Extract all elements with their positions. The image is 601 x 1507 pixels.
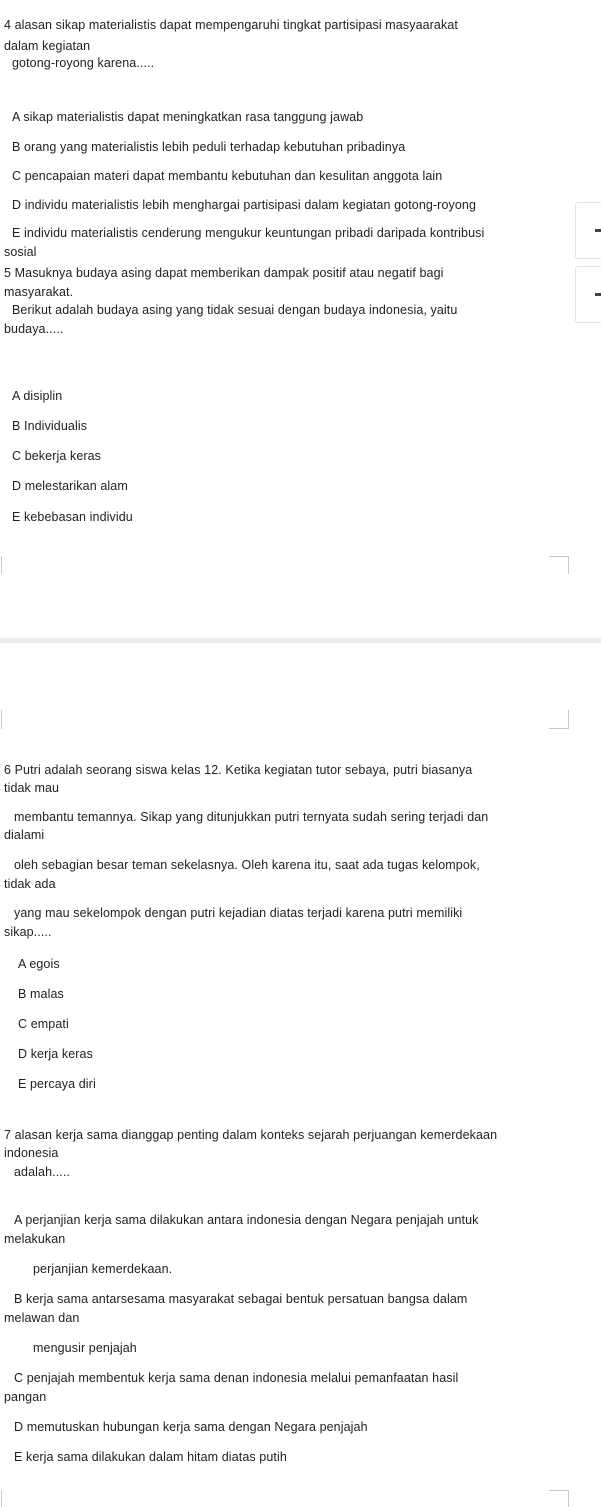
q6-stem-line-3: membantu temannya. Sikap yang ditunjukkan putri ternyata sudah sering terjadi dan	[14, 810, 489, 824]
q4-option-d[interactable]: D individu materialistis lebih menghargai partisipasi dalam kegiatan gotong-royong	[12, 198, 477, 212]
q7-option-a-cont-2: perjanjian kemerdekaan.	[33, 1262, 173, 1276]
q4-stem-line-1: 4 alasan sikap materialistis dapat mempengaruhi tingkat partisipasi masyaarakat	[4, 18, 458, 32]
q7-option-b-cont-1: melawan dan	[4, 1311, 80, 1325]
q7-stem-line-1: 7 alasan kerja sama dianggap penting dalam konteks sejarah perjuangan kemerdekaan	[4, 1128, 498, 1142]
q7-option-e[interactable]: E kerja sama dilakukan dalam hitam diatas putih	[14, 1450, 287, 1464]
q6-stem-line-7: yang mau sekelompok dengan putri kejadian diatas terjadi karena putri memiliki	[14, 906, 463, 920]
page-corner-mark	[549, 1490, 569, 1491]
q5-option-e[interactable]: E kebebasan individu	[12, 510, 133, 524]
q7-stem-line-3: adalah.....	[14, 1165, 71, 1179]
page-corner-mark	[549, 556, 569, 557]
page-corner-mark	[549, 728, 569, 729]
q4-option-e-cont: sosial	[4, 245, 37, 259]
page-corner-mark	[1, 1490, 2, 1507]
q4-option-b[interactable]: B orang yang materialistis lebih peduli terhadap kebutuhan pribadinya	[12, 140, 406, 154]
q6-stem-line-8: sikap.....	[4, 925, 52, 939]
page-corner-mark	[1, 556, 2, 574]
q6-option-a[interactable]: A egois	[18, 957, 60, 971]
q6-stem-line-1: 6 Putri adalah seorang siswa kelas 12. Ketika kegiatan tutor sebaya, putri biasanya	[4, 763, 473, 777]
q5-option-d[interactable]: D melestarikan alam	[12, 479, 128, 493]
side-panel-tab-2[interactable]	[575, 266, 601, 323]
page-divider	[0, 638, 601, 643]
q7-option-b-cont-2: mengusir penjajah	[33, 1341, 137, 1355]
q7-option-a-cont-1: melakukan	[4, 1232, 66, 1246]
q7-option-c-cont: pangan	[4, 1390, 47, 1404]
q5-option-c[interactable]: C bekerja keras	[12, 449, 102, 463]
q4-stem-line-2: dalam kegiatan	[4, 39, 91, 53]
q6-option-c[interactable]: C empati	[18, 1017, 69, 1031]
q6-stem-line-6: tidak ada	[4, 877, 56, 891]
q5-stem-line-3: Berikut adalah budaya asing yang tidak sesuai dengan budaya indonesia, yaitu	[12, 303, 458, 317]
q4-option-e[interactable]: E individu materialistis cenderung mengukur keuntungan pribadi daripada kontribusi	[12, 226, 485, 240]
page-corner-mark	[1, 710, 2, 729]
q5-option-a[interactable]: A disiplin	[12, 389, 63, 403]
q6-stem-line-5: oleh sebagian besar teman sekelasnya. Oleh karena itu, saat ada tugas kelompok,	[14, 858, 480, 872]
q5-stem-line-1: 5 Masuknya budaya asing dapat memberikan dampak positif atau negatif bagi	[4, 266, 444, 280]
q6-option-b[interactable]: B malas	[18, 987, 64, 1001]
q7-option-b[interactable]: B kerja sama antarsesama masyarakat sebagai bentuk persatuan bangsa dalam	[14, 1292, 468, 1306]
side-panel-tab-1[interactable]	[575, 202, 601, 259]
minus-icon	[595, 229, 601, 232]
page-corner-mark	[568, 1490, 569, 1507]
page-corner-mark	[568, 556, 569, 574]
minus-icon	[595, 293, 601, 296]
q6-stem-line-4: dialami	[4, 828, 45, 842]
q7-option-c[interactable]: C penjajah membentuk kerja sama denan indonesia melalui pemanfaatan hasil	[14, 1371, 459, 1385]
q7-option-a[interactable]: A perjanjian kerja sama dilakukan antara indonesia dengan Negara penjajah untuk	[14, 1213, 479, 1227]
q4-stem-line-3: gotong-royong karena.....	[12, 56, 155, 70]
q6-stem-line-2: tidak mau	[4, 781, 60, 795]
page-corner-mark	[568, 710, 569, 729]
q7-option-d[interactable]: D memutuskan hubungan kerja sama dengan Negara penjajah	[14, 1420, 368, 1434]
q4-option-a[interactable]: A sikap materialistis dapat meningkatkan rasa tanggung jawab	[12, 110, 364, 124]
q4-option-c[interactable]: C pencapaian materi dapat membantu kebutuhan dan kesulitan anggota lain	[12, 169, 443, 183]
q6-option-d[interactable]: D kerja keras	[18, 1047, 93, 1061]
q7-stem-line-2: indonesia	[4, 1146, 59, 1160]
q5-option-b[interactable]: B Individualis	[12, 419, 88, 433]
q5-stem-line-4: budaya.....	[4, 322, 64, 336]
q6-option-e[interactable]: E percaya diri	[18, 1077, 96, 1091]
q5-stem-line-2: masyarakat.	[4, 285, 74, 299]
